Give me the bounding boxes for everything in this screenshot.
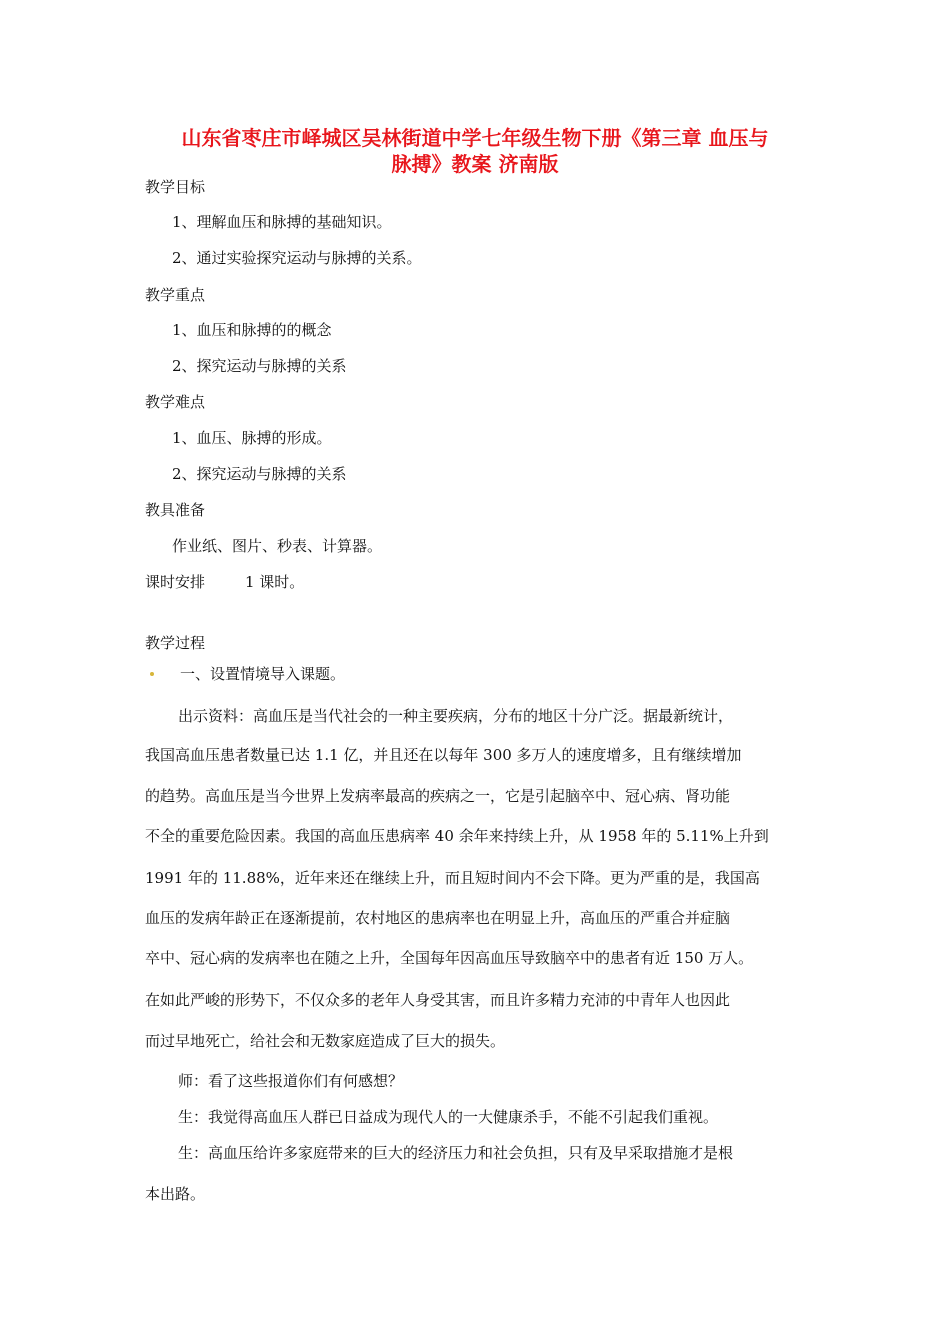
focus-item: 2、探究运动与脉搏的关系	[172, 357, 347, 375]
goal-item: 1、理解血压和脉搏的基础知识。	[172, 213, 392, 231]
focus-heading: 教学重点	[145, 286, 206, 304]
tools-text: 作业纸、图片、秒表、计算器。	[172, 537, 383, 555]
process-step-1: 一、设置情境导入课题。	[180, 665, 346, 683]
material-line: 1991 年的 11.88%，近年来还在继续上升，而且短时间内不会下降。更为严重的是，我国高	[145, 869, 760, 887]
material-line: 的趋势。高血压是当今世界上发病率最高的疾病之一，它是引起脑卒中、冠心病、肾功能	[145, 787, 731, 805]
difficulty-item: 1、血压、脉搏的形成。	[172, 429, 332, 447]
difficulty-heading: 教学难点	[145, 393, 206, 411]
document-title-line-1: 山东省枣庄市峄城区吴林街道中学七年级生物下册《第三章 血压与	[181, 126, 769, 150]
schedule-value: 1 课时。	[245, 573, 305, 591]
material-line: 出示资料：高血压是当代社会的一种主要疾病，分布的地区十分广泛。据最新统计，	[178, 707, 734, 725]
student-answer-2: 生：高血压给许多家庭带来的巨大的经济压力和社会负担，只有及早采取措施才是根	[178, 1144, 734, 1162]
document-title-line-2: 脉搏》教案 济南版	[391, 152, 559, 176]
teacher-question: 师：看了这些报道你们有何感想？	[178, 1072, 404, 1090]
material-line: 而过早地死亡，给社会和无数家庭造成了巨大的损失。	[145, 1032, 506, 1050]
goals-heading: 教学目标	[145, 178, 206, 196]
difficulty-item: 2、探究运动与脉搏的关系	[172, 465, 347, 483]
material-line: 我国高血压患者数量已达 1.1 亿，并且还在以每年 300 多万人的速度增多，且有继续增加	[145, 746, 742, 764]
material-line: 不全的重要危险因素。我国的高血压患病率 40 余年来持续上升，从 1958 年的 5.11%上升到	[145, 827, 769, 845]
student-answer-1: 生：我觉得高血压人群已日益成为现代人的一大健康杀手，不能不引起我们重视。	[178, 1108, 719, 1126]
tools-heading: 教具准备	[145, 501, 206, 519]
student-answer-2-cont: 本出路。	[145, 1185, 206, 1203]
process-heading: 教学过程	[145, 634, 206, 652]
material-line: 卒中、冠心病的发病率也在随之上升，全国每年因高血压导致脑卒中的患者有近 150 万人。	[145, 949, 754, 967]
material-line: 在如此严峻的形势下，不仅众多的老年人身受其害，而且许多精力充沛的中青年人也因此	[145, 991, 731, 1009]
bullet-marker	[150, 672, 154, 676]
schedule-label: 课时安排	[145, 573, 206, 591]
focus-item: 1、血压和脉搏的的概念	[172, 321, 332, 339]
goal-item: 2、通过实验探究运动与脉搏的关系。	[172, 249, 422, 267]
material-line: 血压的发病年龄正在逐渐提前，农村地区的患病率也在明显上升，高血压的严重合并症脑	[145, 909, 731, 927]
